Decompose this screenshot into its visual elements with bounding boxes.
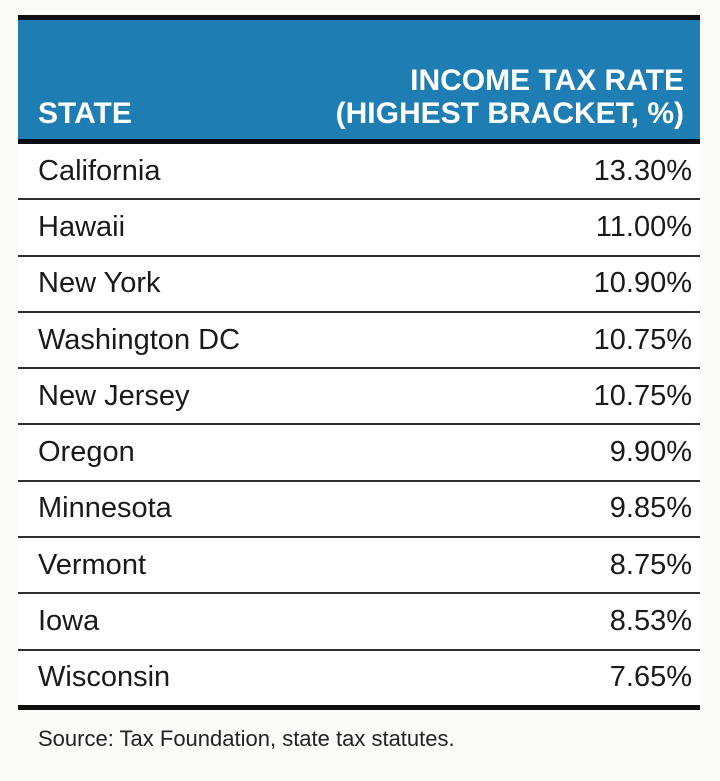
state-cell: Minnesota [38,492,172,525]
table-row [18,313,700,369]
rate-cell: 9.85% [609,492,692,525]
state-cell: New York [38,267,161,300]
table-row [18,425,700,481]
rate-cell: 10.90% [593,267,692,300]
state-cell: Iowa [38,605,100,638]
table-row [18,651,700,706]
source-note: Source: Tax Foundation, state tax statutes. [38,726,455,752]
state-cell: Wisconsin [38,661,171,694]
rate-cell: 8.53% [609,605,692,638]
table-row [18,369,700,425]
table-row [18,538,700,594]
tax-rate-table [18,15,700,752]
table-row [18,594,700,650]
table-header [18,15,700,144]
table-row [18,200,700,256]
rate-cell: 11.00% [595,210,692,243]
state-cell: Washington DC [38,323,241,356]
header-state-label: STATE [38,97,132,130]
rate-cell: 9.90% [609,436,692,469]
state-cell: Hawaii [38,210,126,243]
rate-cell: 10.75% [593,379,692,412]
table-body [18,144,700,710]
header-rate-label-line2: (HIGHEST BRACKET, %) [335,97,684,130]
rate-cell: 7.65% [609,661,692,694]
rate-cell: 8.75% [609,548,692,581]
table-row [18,482,700,538]
state-cell: Oregon [38,436,135,469]
state-cell: California [38,154,161,187]
header-rate-label-line1: INCOME TAX RATE [410,64,684,97]
rate-cell: 10.75% [593,323,692,356]
state-cell: New Jersey [38,379,190,412]
header-rate-label [336,64,684,130]
rate-cell: 13.30% [593,154,692,187]
state-cell: Vermont [38,548,146,581]
table-row [18,144,700,200]
table-row [18,257,700,313]
